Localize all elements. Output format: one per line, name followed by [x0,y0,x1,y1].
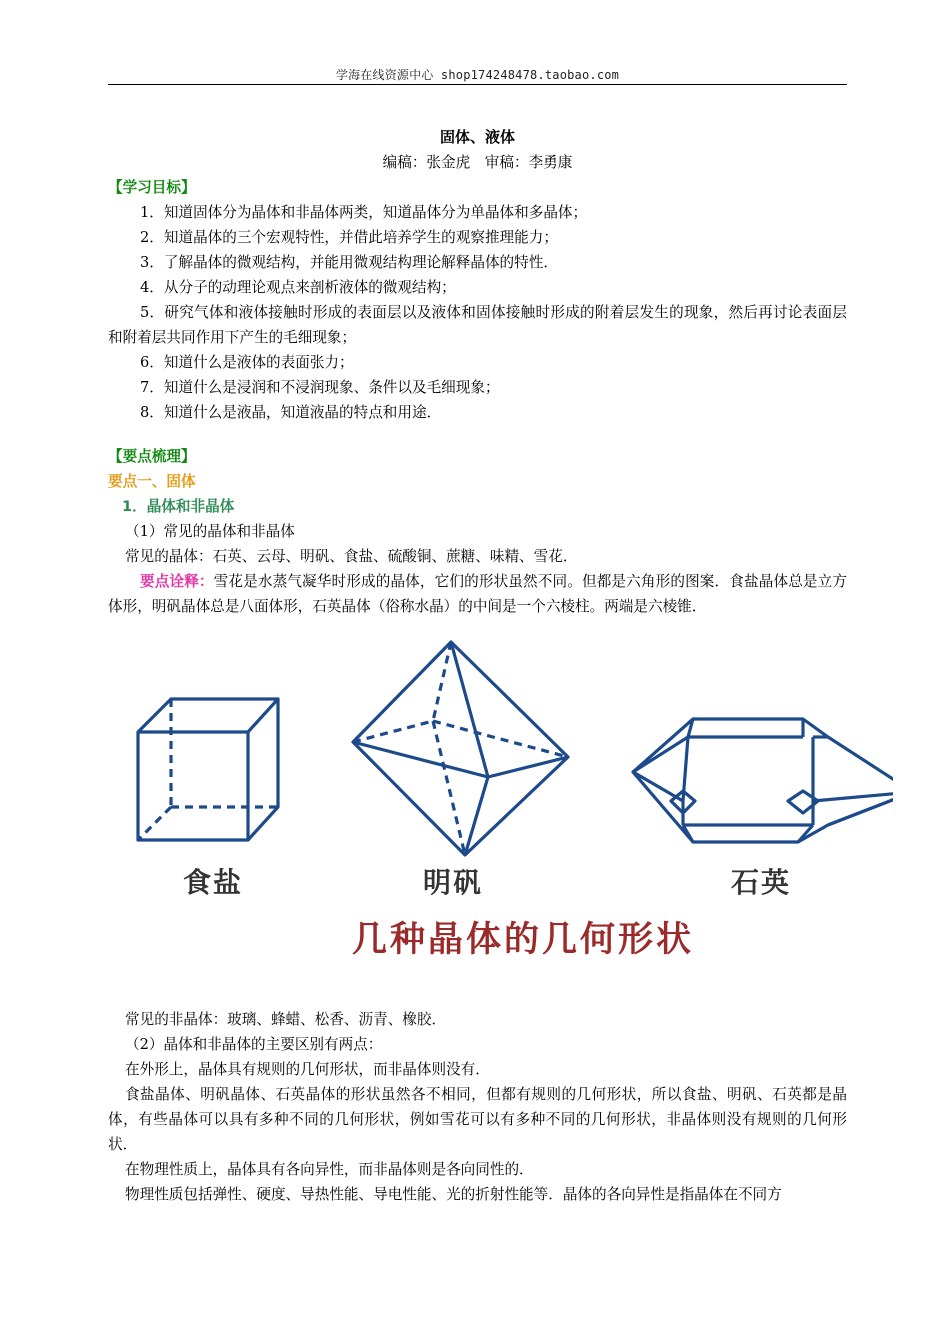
section-heading: 要点一、固体 [108,473,196,490]
authors-line: 编稿：张金虎 审稿：李勇康 [382,154,573,171]
paragraph: 食盐晶体、明矾晶体、石英晶体的形状虽然各不相同，但都有规则的几何形状，所以食盐、明矾、石英都是晶体，有些晶体可以具有多种不同的几何形状，例如雪花可以有多种不同的几何形状，非晶体则没有规则的几何形状． [108,1086,847,1153]
paragraph: 在物理性质上，晶体具有各向异性，而非晶体则是各向同性的． [125,1161,534,1178]
document-title: 固体、液体 [439,128,515,146]
figure-caption: 几种晶体的几何形状 [351,919,694,960]
paragraph: 在外形上，晶体具有规则的几何形状，而非晶体则没有． [125,1061,490,1078]
list-item: 1．知道固体分为晶体和非晶体两类，知道晶体分为单晶体和多晶体； [140,204,588,221]
note-paragraph [108,569,847,619]
cube-shape [138,699,278,840]
note-label: 要点诠释： [140,573,214,590]
octahedron-shape [353,642,568,855]
list-item: 2．知道晶体的三个宏观特性，并借此培养学生的观察推理能力； [140,229,558,246]
document-body [108,125,847,1207]
objectives-heading: 【学习目标】 [108,179,196,196]
paragraph: （1）常见的晶体和非晶体 [125,523,295,540]
list-item: 4．从分子的动理论观点来剖析液体的微观结构； [140,279,456,296]
list-item: 5．研究气体和液体接触时形成的表面层以及液体和固体接触时形成的附着层发生的现象，然后再讨论表面层和附着层共同作用下产生的毛细现象； [108,304,847,346]
subsection-heading: 1．晶体和非晶体 [122,498,235,515]
label-quartz: 石英 [731,866,792,899]
spacer [108,425,847,444]
keypoints-heading: 【要点梳理】 [108,448,196,465]
paragraph: （2）晶体和非晶体的主要区别有两点： [125,1036,383,1053]
list-item: 7．知道什么是浸润和不浸润现象、条件以及毛细现象； [140,379,500,396]
paragraph: 常见的晶体：石英、云母、明矾、食盐、硫酸铜、蔗糖、味精、雪花． [125,548,578,565]
label-salt: 食盐 [183,866,244,899]
objectives-list [108,200,847,425]
list-item: 6．知道什么是液体的表面张力； [140,354,354,371]
crystal-figure [103,627,893,1007]
list-item: 3．了解晶体的微观结构，并能用微观结构理论解释晶体的特性． [140,254,558,271]
label-alum: 明矾 [423,866,484,899]
page-header: 学海在线资源中心 shop174248478.taobao.com [335,68,620,82]
paragraph: 常见的非晶体：玻璃、蜂蜡、松香、沥青、橡胶． [125,1011,447,1028]
note-text: 雪花是水蒸气凝华时形成的晶体，它们的形状虽然不同。但都是六角形的图案．食盐晶体总是立方体形，明矾晶体总是八面体形，石英晶体（俗称水晶）的中间是一个六棱柱。两端是六棱锥． [108,573,847,615]
quartz-shape [633,719,893,842]
list-item: 8．知道什么是液晶，知道液晶的特点和用途． [140,404,442,421]
header-rule [108,84,847,85]
paragraph: 物理性质包括弹性、硬度、导热性能、导电性能、光的折射性能等．晶体的各向异性是指晶体在不同方 [125,1186,782,1203]
